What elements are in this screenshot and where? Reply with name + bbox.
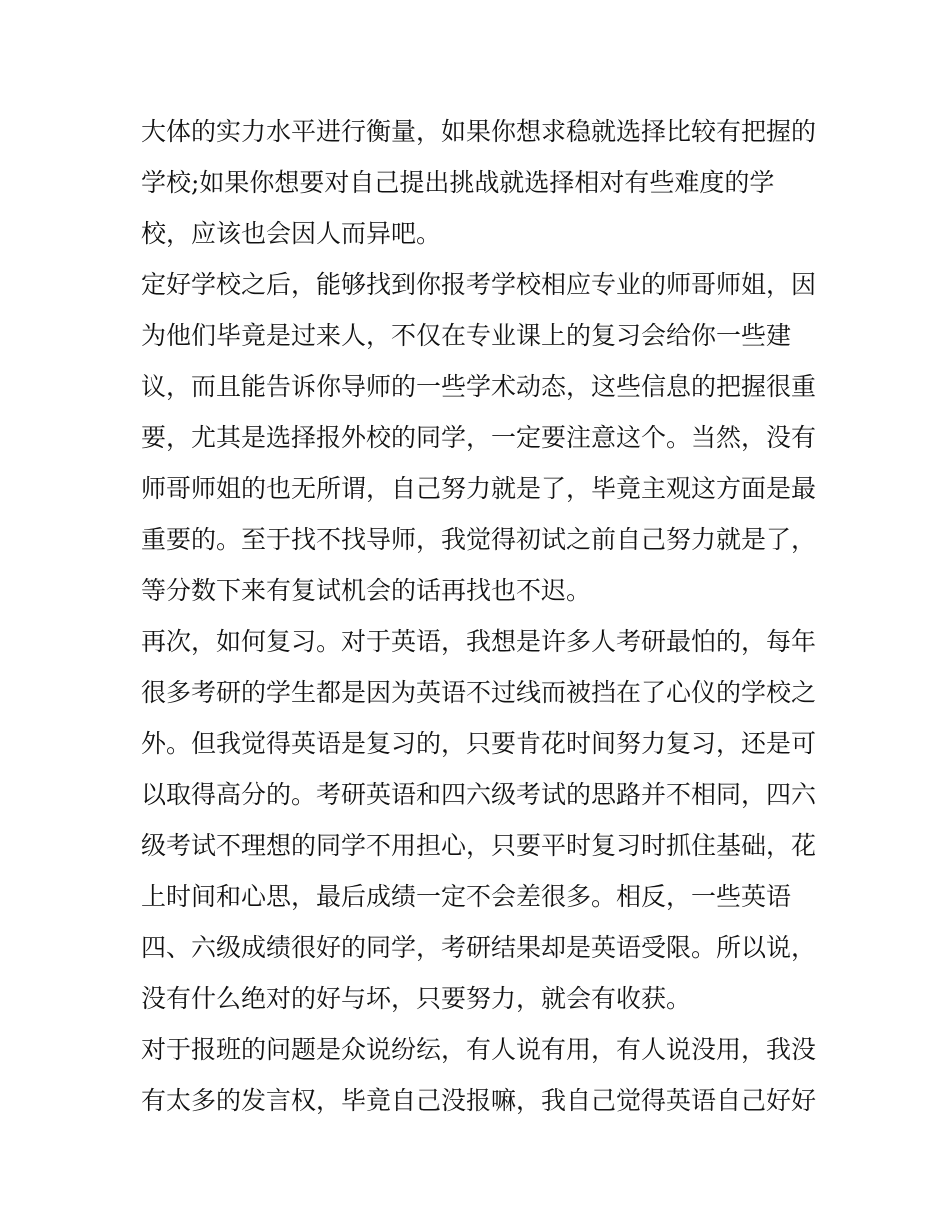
text-line: 对于报班的问题是众说纷纭，有人说有用，有人说没用，我没 bbox=[141, 1035, 817, 1064]
text-line: 校，应该也会因人而异吧。 bbox=[141, 219, 442, 248]
text-line: 再次，如何复习。对于英语，我想是许多人考研最怕的，每年 bbox=[141, 627, 817, 656]
text-line: 学校;如果你想要对自己提出挑战就选择相对有些难度的学 bbox=[141, 168, 775, 197]
text-line: 没有什么绝对的好与坏，只要努力，就会有收获。 bbox=[141, 984, 692, 1013]
text-line: 重要的。至于找不找导师，我觉得初试之前自己努力就是了， bbox=[141, 525, 817, 554]
text-line: 四、六级成绩很好的同学，考研结果却是英语受限。所以说， bbox=[141, 933, 817, 962]
text-line: 要，尤其是选择报外校的同学，一定要注意这个。当然，没有 bbox=[141, 423, 817, 452]
text-line: 议，而且能告诉你导师的一些学术动态，这些信息的把握很重 bbox=[141, 372, 817, 401]
text-line: 定好学校之后，能够找到你报考学校相应专业的师哥师姐，因 bbox=[141, 270, 817, 299]
text-line: 外。但我觉得英语是复习的，只要肯花时间努力复习，还是可 bbox=[141, 729, 817, 758]
text-line: 很多考研的学生都是因为英语不过线而被挡在了心仪的学校之 bbox=[141, 678, 817, 707]
document-body bbox=[141, 106, 821, 1126]
text-line: 以取得高分的。考研英语和四六级考试的思路并不相同，四六 bbox=[141, 780, 817, 809]
text-line: 等分数下来有复试机会的话再找也不迟。 bbox=[141, 576, 592, 605]
text-line: 大体的实力水平进行衡量，如果你想求稳就选择比较有把握的 bbox=[141, 117, 817, 146]
text-line: 为他们毕竟是过来人，不仅在专业课上的复习会给你一些建 bbox=[141, 321, 792, 350]
text-line: 级考试不理想的同学不用担心，只要平时复习时抓住基础，花 bbox=[141, 831, 817, 860]
text-line: 有太多的发言权，毕竟自己没报嘛，我自己觉得英语自己好好 bbox=[141, 1086, 817, 1115]
text-line: 上时间和心思，最后成绩一定不会差很多。相反，一些英语 bbox=[141, 882, 792, 911]
text-line: 师哥师姐的也无所谓，自己努力就是了，毕竟主观这方面是最 bbox=[141, 474, 817, 503]
